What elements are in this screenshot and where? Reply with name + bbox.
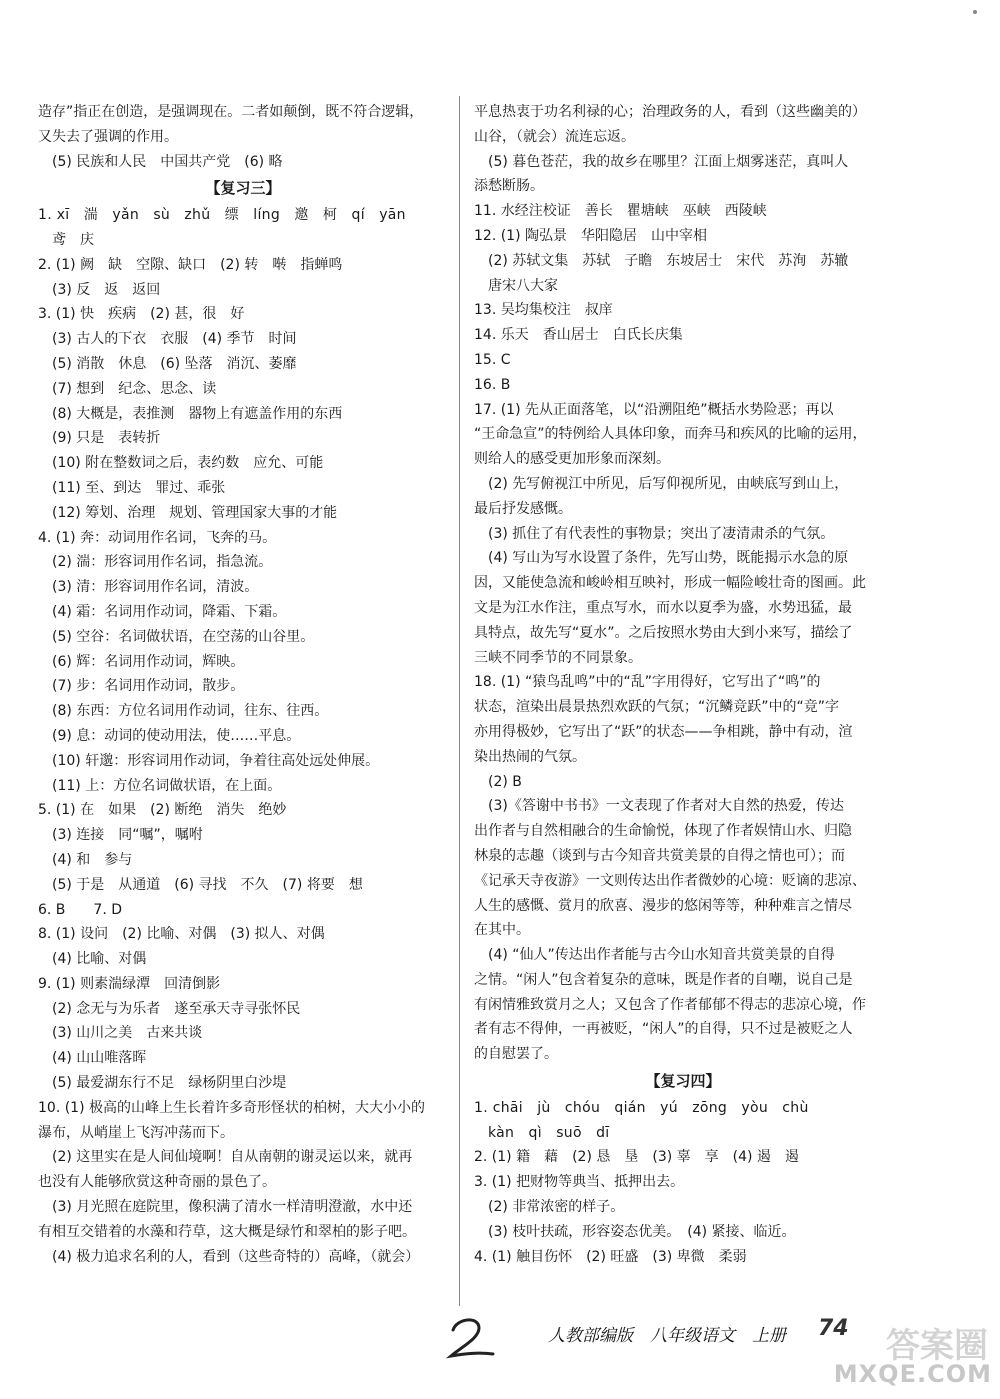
text-line: 造存”指正在创造，是强调现在。二者如颠倒，既不符合逻辑， bbox=[38, 104, 424, 120]
text-line: 11. 水经注校证 善长 瞿塘峡 巫峡 西陵峡 bbox=[474, 203, 767, 220]
text-line: (5) 于是 从通道 (6) 寻找 不久 (7) 将要 想 bbox=[52, 876, 363, 893]
text-line: “王命急宣”的特例给人具体印象，而奔马和疾风的比喻的运用， bbox=[474, 426, 867, 443]
scan-speck bbox=[973, 10, 977, 14]
text-line: 鸢 庆 bbox=[52, 231, 94, 248]
text-line: 6. B 7. D bbox=[38, 901, 122, 918]
text-line: (2) 非常浓密的样子。 bbox=[488, 1199, 625, 1216]
text-line: 最后抒发感慨。 bbox=[474, 500, 572, 517]
text-line: 林泉的志趣（谈到与古今知音共赏美景的自得之情也可）；而 bbox=[474, 847, 845, 864]
text-line: (4) 霜：名词用作动词，降霜、下霜。 bbox=[52, 603, 287, 620]
text-line: (6) 辉：名词用作动词，辉映。 bbox=[52, 653, 245, 670]
text-line: 1. chāi jù chóu qián yú zōng yòu chù bbox=[474, 1099, 809, 1116]
text-line: 出作者与自然相融合的生命愉悦，体现了作者娱情山水、归隐 bbox=[474, 823, 852, 840]
text-line: (2) 湍：形容词用作名词，指急流。 bbox=[52, 554, 273, 571]
text-line: (4) 山山唯落晖 bbox=[52, 1050, 147, 1067]
text-line: (3) 清：形容词用作名词，清波。 bbox=[52, 579, 259, 596]
handwritten-mark bbox=[445, 1316, 497, 1362]
right-column bbox=[474, 100, 892, 1269]
text-line: (3) 古人的下衣 衣服 (4) 季节 时间 bbox=[52, 331, 297, 348]
text-line: 14. 乐天 香山居士 白氏长庆集 bbox=[474, 327, 683, 344]
section-heading: 【复习四】 bbox=[645, 1072, 721, 1091]
text-line: 亦用得极妙，它写出了“跃”的状态——争相跳，静中有动，渲 bbox=[474, 723, 853, 740]
text-line: 因，又能使急流和峻岭相互映衬，形成一幅险峻壮奇的图画。此 bbox=[474, 575, 866, 592]
page-number: 74 bbox=[818, 1316, 849, 1341]
column-divider bbox=[459, 96, 460, 1306]
text-line: (11) 至、到达 罪过、乖张 bbox=[52, 479, 226, 496]
text-line: 10. (1) 极高的山峰上生长着许多奇形怪状的柏树，大大小小的 bbox=[38, 1099, 425, 1116]
text-line: 17. (1) 先从正面落笔，以“沿溯阻绝”概括水势险恶；再以 bbox=[474, 401, 834, 418]
text-line: (2) B bbox=[488, 773, 522, 790]
text-line: (3) 连接 同“嘱”，嘱咐 bbox=[52, 827, 203, 844]
text-line: 12. (1) 陶弘景 华阳隐居 山中宰相 bbox=[474, 227, 707, 244]
text-line: (5) 民族和人民 中国共产党 (6) 略 bbox=[52, 153, 283, 170]
text-line: 状态，渲染出晨景热烈欢跃的气氛；“沉鳞竞跃”中的“竞”字 bbox=[474, 699, 840, 716]
section-heading: 【复习三】 bbox=[205, 179, 281, 198]
text-line: 3. (1) 快 疾病 (2) 甚，很 好 bbox=[38, 306, 245, 323]
text-line: (2) 这里实在是人间仙境啊！自从南朝的谢灵运以来，就再 bbox=[52, 1149, 413, 1166]
text-line: (3) 山川之美 古来共谈 bbox=[52, 1025, 203, 1042]
watermark-logo bbox=[833, 1318, 992, 1392]
footer-title: 人教部编版 八年级语文 上册 bbox=[548, 1326, 786, 1346]
text-line: 者有志不得伸，一再被贬，“闲人”的自得，只不过是被贬之人 bbox=[474, 1021, 853, 1038]
text-line: 2. (1) 籍 藉 (2) 恳 垦 (3) 辜 享 (4) 遏 遏 bbox=[474, 1149, 799, 1166]
text-line: 则给人的感受更加形象而深刻。 bbox=[474, 451, 670, 468]
watermark-url: MXQE.COM bbox=[833, 1360, 992, 1388]
text-line: 16. B bbox=[474, 376, 511, 393]
text-line: 文是为江水作注，重点写水，而水以夏季为盛，水势迅猛，最 bbox=[474, 599, 852, 616]
text-line: (2) 念无与为乐者 遂至承天寺寻张怀民 bbox=[52, 1000, 301, 1017]
text-line: (7) 步：名词用作动词，散步。 bbox=[52, 678, 245, 695]
text-line: 5. (1) 在 如果 (2) 断绝 消失 绝妙 bbox=[38, 802, 287, 819]
text-line: (3) 抓住了有代表性的事物景；突出了凄清肃杀的气氛。 bbox=[488, 525, 835, 542]
text-line: (9) 息：动词的使动用法，使……平息。 bbox=[52, 727, 301, 744]
text-line: 又失去了强调的作用。 bbox=[38, 128, 178, 145]
text-line: 在其中。 bbox=[474, 922, 530, 939]
text-line: 之情。“闲人”包含着复杂的意味，既是作者的自嘲，说自己是 bbox=[474, 971, 853, 988]
text-line: (4) 极力追求名利的人，看到（这些奇特的）高峰，（就会） bbox=[52, 1248, 420, 1265]
text-line: 4. (1) 触目伤怀 (2) 旺盛 (3) 卑微 柔弱 bbox=[474, 1248, 747, 1265]
text-line: 2. (1) 阙 缺 空隙、缺口 (2) 转 啭 指蝉鸣 bbox=[38, 256, 343, 273]
text-line: (5) 消散 休息 (6) 坠落 消沉、萎靡 bbox=[52, 355, 297, 372]
text-line: 染出热闹的气氛。 bbox=[474, 748, 586, 765]
text-line: (8) 大概是，表推测 器物上有遮盖作用的东西 bbox=[52, 405, 343, 422]
text-line: (2) 苏轼文集 苏轼 子瞻 东坡居士 宋代 苏洵 苏辙 bbox=[488, 252, 849, 269]
text-line: 山谷，（就会）流连忘返。 bbox=[474, 128, 635, 145]
text-line: 有相互交错着的水藻和荇草，这大概是绿竹和翠柏的影子吧。 bbox=[38, 1223, 416, 1240]
text-line: 1. xī 湍 yǎn sù zhǔ 缥 líng 邀 柯 qí yān bbox=[38, 207, 406, 224]
text-line: 三峡不同季节的不同景象。 bbox=[474, 649, 642, 666]
text-line: 《记承天寺夜游》一文则传达出作者微妙的心境：贬谪的悲凉、 bbox=[474, 872, 866, 889]
text-line: (3) 枝叶扶疏，形容姿态优美。 (4) 紧接、临近。 bbox=[488, 1223, 796, 1240]
text-line: (3) 反 返 返回 bbox=[52, 281, 161, 298]
text-line: 9. (1) 则素湍绿潭 回清倒影 bbox=[38, 975, 221, 992]
text-line: 15. C bbox=[474, 351, 511, 368]
text-line: (7) 想到 纪念、思念、读 bbox=[52, 380, 217, 397]
text-line: 的自慰罢了。 bbox=[474, 1046, 558, 1063]
text-line: (4) 比喻、对偶 bbox=[52, 951, 147, 968]
text-line: 有闲情雅致赏月之人；又包含了作者郁郁不得志的悲凉心境，作 bbox=[474, 996, 866, 1013]
text-line: 具特点，故先写“夏水”。之后按照水势由大到小来写，描绘了 bbox=[474, 624, 853, 641]
text-line: (10) 附在整数词之后，表约数 应允、可能 bbox=[52, 455, 324, 472]
text-line: (3)《答谢中书书》一文表现了作者对大自然的热爱，传达 bbox=[488, 798, 844, 815]
text-line: (4) “仙人”传达出作者能与古今山水知音共赏美景的自得 bbox=[488, 947, 835, 964]
left-column bbox=[38, 100, 448, 1269]
text-line: 4. (1) 奔：动词用作名词，飞奔的马。 bbox=[38, 529, 277, 546]
text-line: (5) 暮色苍茫，我的故乡在哪里？江面上烟雾迷茫，真叫人 bbox=[488, 153, 849, 170]
text-line: 18. (1) “猿鸟乱鸣”中的“乱”字用得好，它写出了“鸣”的 bbox=[474, 674, 821, 691]
text-line: (12) 筹划、治理 规划、管理国家大事的才能 bbox=[52, 504, 338, 521]
text-line: kàn qì suō dī bbox=[488, 1124, 610, 1141]
text-line: (8) 东西：方位名词用作动词，往东、往西。 bbox=[52, 703, 329, 720]
text-line: 唐宋八大家 bbox=[488, 277, 558, 294]
text-line: (2) 先写俯视江中所见，后写仰视所见，由峡底写到山上， bbox=[488, 475, 849, 492]
text-line: (11) 上：方位名词做状语，在上面。 bbox=[52, 777, 282, 794]
text-line: (5) 空谷：名词做状语，在空荡的山谷里。 bbox=[52, 628, 315, 645]
text-line: (3) 月光照在庭院里，像积满了清水一样清明澄澈，水中还 bbox=[52, 1199, 413, 1216]
watermark-cn: 答案圈 bbox=[886, 1326, 988, 1366]
text-line: 13. 吴均集校注 叔庠 bbox=[474, 302, 613, 319]
text-line: 添愁断肠。 bbox=[474, 178, 544, 195]
text-line: 人生的感慨、赏月的欣喜、漫步的悠闲等等，种种难言之情尽 bbox=[474, 897, 852, 914]
text-line: 8. (1) 设问 (2) 比喻、对偶 (3) 拟人、对偶 bbox=[38, 926, 325, 943]
text-line: 平息热衷于功名利禄的心；治理政务的人，看到（这些幽美的） bbox=[474, 104, 866, 120]
text-line: (4) 和 参与 bbox=[52, 851, 133, 868]
text-line: (10) 轩邈：形容词用作动词，争着往高处远处伸展。 bbox=[52, 752, 380, 769]
text-line: 也没有人能够欣赏这种奇丽的景色了。 bbox=[38, 1174, 276, 1191]
text-line: (4) 写山为写水设置了条件，先写山势，既能揭示水急的原 bbox=[488, 550, 849, 567]
text-line: (5) 最爱湖东行不足 绿杨阴里白沙堤 bbox=[52, 1075, 287, 1092]
text-line: (9) 只是 表转折 bbox=[52, 430, 161, 447]
text-line: 瀑布，从峭崖上飞泻冲荡而下。 bbox=[38, 1124, 234, 1141]
text-line: 3. (1) 把财物等典当、抵押出去。 bbox=[474, 1174, 685, 1191]
